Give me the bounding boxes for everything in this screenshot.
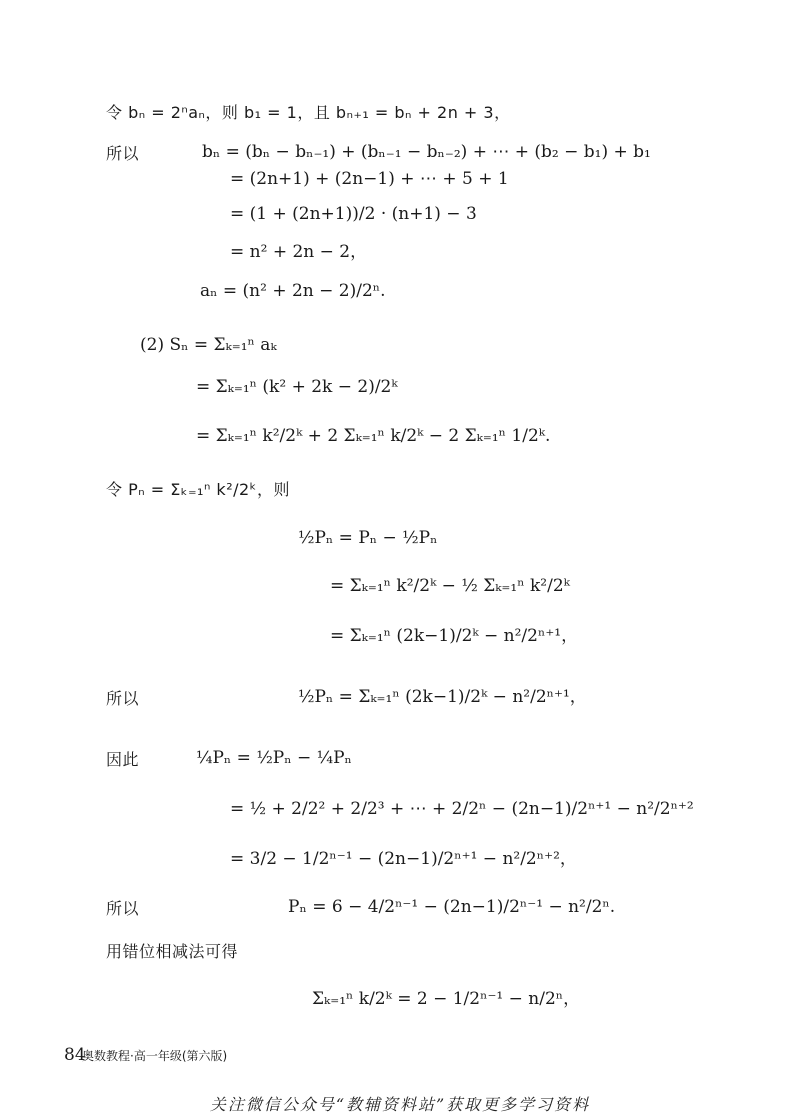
equation-line: = ½ + 2/2² + 2/2³ + ⋯ + 2/2ⁿ − (2n−1)/2ⁿ⁺¹ − n²/2ⁿ⁺² (230, 799, 694, 819)
text-label: 所以 (106, 689, 140, 708)
equation-line: = Σₖ₌₁ⁿ k²/2ᵏ + 2 Σₖ₌₁ⁿ k/2ᵏ − 2 Σₖ₌₁ⁿ 1/2ᵏ. (196, 426, 551, 446)
text-line: 令 bₙ = 2ⁿaₙ，则 b₁ = 1，且 bₙ₊₁ = bₙ + 2n + 3， (106, 103, 511, 122)
text-label: 因此 (106, 750, 140, 769)
equation-line: ½Pₙ = Σₖ₌₁ⁿ (2k−1)/2ᵏ − n²/2ⁿ⁺¹， (298, 687, 587, 707)
watermark-text: 关注微信公众号“教辅资料站”获取更多学习资料 (209, 1095, 591, 1114)
equation-line: = Σₖ₌₁ⁿ k²/2ᵏ − ½ Σₖ₌₁ⁿ k²/2ᵏ (330, 576, 570, 596)
equation-line: ¼Pₙ = ½Pₙ − ¼Pₙ (196, 748, 352, 768)
equation-line: = Σₖ₌₁ⁿ (k² + 2k − 2)/2ᵏ (196, 377, 398, 397)
equation-line: = 3/2 − 1/2ⁿ⁻¹ − (2n−1)/2ⁿ⁺¹ − n²/2ⁿ⁺²， (230, 849, 577, 869)
text-label: 所以 (106, 899, 140, 918)
equation-line: = (2n+1) + (2n−1) + ⋯ + 5 + 1 (230, 169, 509, 189)
equation-line: Pₙ = 6 − 4/2ⁿ⁻¹ − (2n−1)/2ⁿ⁻¹ − n²/2ⁿ. (288, 897, 616, 917)
equation-line: aₙ = (n² + 2n − 2)/2ⁿ. (200, 281, 386, 301)
equation-line: bₙ = (bₙ − bₙ₋₁) + (bₙ₋₁ − bₙ₋₂) + ⋯ + (b₂ − b₁) + b₁ (202, 142, 651, 162)
text-line: 用错位相减法可得 (106, 942, 239, 961)
equation-line: Σₖ₌₁ⁿ k/2ᵏ = 2 − 1/2ⁿ⁻¹ − n/2ⁿ， (312, 989, 581, 1009)
book-title: 奥数教程·高一年级(第六版) (82, 1049, 228, 1063)
page-number: 84 (64, 1045, 86, 1065)
text-line: 令 Pₙ = Σₖ₌₁ⁿ k²/2ᵏ，则 (106, 480, 290, 499)
equation-line: = Σₖ₌₁ⁿ (2k−1)/2ᵏ − n²/2ⁿ⁺¹， (330, 626, 579, 646)
text-label: 所以 (106, 144, 140, 163)
equation-line: ½Pₙ = Pₙ − ½Pₙ (298, 528, 438, 548)
equation-line: = (1 + (2n+1))/2 · (n+1) − 3 (230, 204, 477, 224)
equation-line: = n² + 2n − 2， (230, 242, 368, 262)
equation-line: (2) Sₙ = Σₖ₌₁ⁿ aₖ (140, 335, 277, 355)
